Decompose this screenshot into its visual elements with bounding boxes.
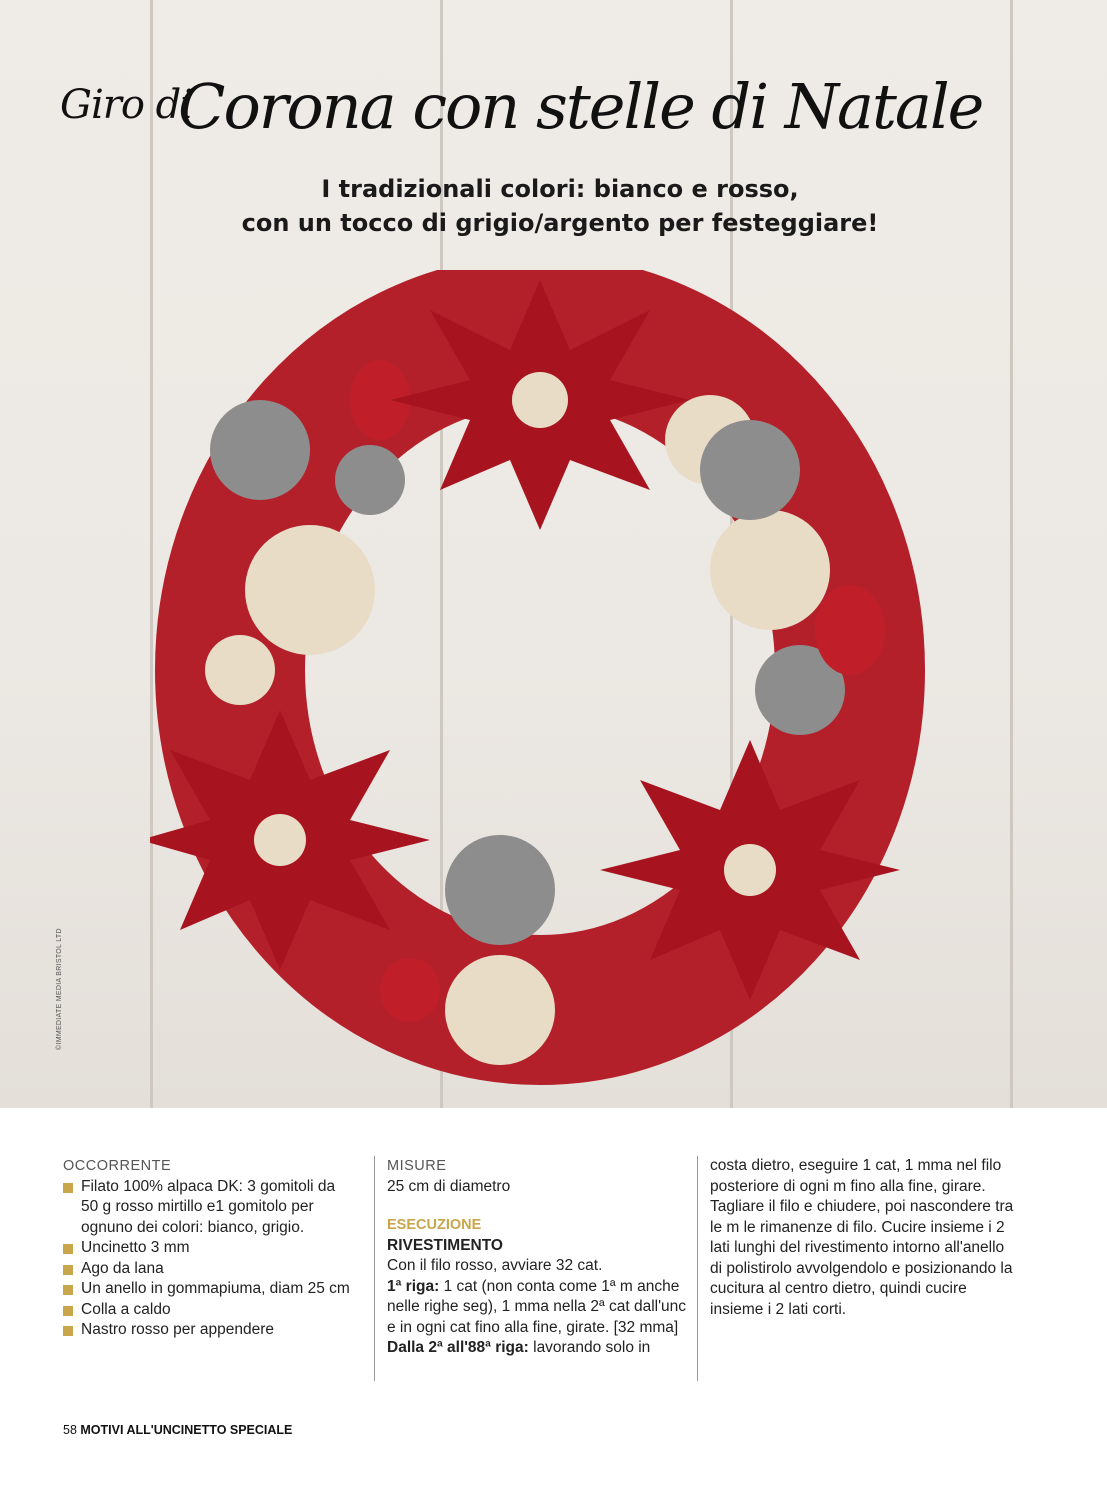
photo-credit: ©IMMEDIATE MEDIA BRISTOL LTD [56,928,63,1050]
materials-item [63,1320,353,1341]
bullet-square-icon [63,1265,73,1275]
subtitle-line-2: con un tocco di grigio/argento per festeggiare! [241,209,879,237]
materials-item-text: Ago da lana [81,1259,164,1277]
row-2-label: Dalla 2ª all'88ª riga: [387,1339,529,1356]
row-2-text: lavorando solo in [528,1339,651,1356]
materials-item [63,1300,353,1321]
materials-item-text: Colla a caldo [81,1300,171,1318]
magazine-name: MOTIVI ALL'UNCINETTO SPECIALE [80,1423,293,1437]
instructions-column-1 [387,1156,687,1359]
materials-heading: OCCORRENTE [63,1158,172,1174]
subtitle [160,172,960,240]
title-block [0,70,1107,180]
materials-column [63,1156,353,1341]
materials-item [63,1238,353,1259]
page-title: Corona con stelle di Natale [178,70,983,143]
materials-item-text: Filato 100% alpaca DK: 3 gomitoli da 50 g rosso mirtillo e1 gomitolo per ognuno dei colori: bianco, grigio. [81,1177,336,1236]
subtitle-line-1: I tradizionali colori: bianco e rosso, [321,175,799,203]
covering-heading: RIVESTIMENTO [387,1236,503,1254]
materials-item [63,1177,353,1239]
materials-item-text: Un anello in gommapiuma, diam 25 cm [81,1280,350,1297]
materials-item-text: Uncinetto 3 mm [81,1239,190,1256]
bullet-square-icon [63,1183,73,1193]
materials-item-text: Nastro rosso per appendere [81,1321,275,1338]
row-1-instruction [387,1277,687,1339]
row-2-continued: costa dietro, eseguire 1 cat, 1 mma nel filo posteriore di ogni m fino alla fine, girare. [710,1157,1002,1195]
execution-heading: ESECUZIONE [387,1217,482,1233]
size-value: 25 cm di diametro [387,1177,511,1195]
row-2-instruction [387,1338,687,1359]
page-footer [63,1423,292,1437]
ghost-title: Giro di [60,82,193,128]
column-divider [697,1156,698,1381]
intro-text: Con il filo rosso, avviare 32 cat. [387,1257,603,1274]
row-1-text: 1 cat (non conta come 1ª m anche nelle righe seg), 1 mma nella 2ª cat dall'unc e in ogni cat fino alla fine, girate. [32 mma] [387,1277,687,1336]
bullet-square-icon [63,1326,73,1336]
materials-item [63,1279,353,1300]
page-number: 58 [63,1423,77,1437]
crochet-wreath-image [150,270,930,1100]
bullet-square-icon [63,1285,73,1295]
size-heading: MISURE [387,1158,447,1174]
column-divider [374,1156,375,1381]
bullet-square-icon [63,1306,73,1316]
finishing-text: Tagliare il filo e chiudere, poi nascondere tra le m le rimanenze di filo. Cucire insieme i 2 lati lunghi del rivestimento intorno all'anello di polistirolo avvolgendolo e posizionando la cucitura al centro dietro, quindi cucire insieme i 2 lati corti. [710,1198,1014,1318]
bullet-square-icon [63,1244,73,1254]
materials-item [63,1259,353,1280]
row-1-label: 1ª riga: [387,1277,440,1295]
instructions-column-2 [710,1156,1020,1320]
